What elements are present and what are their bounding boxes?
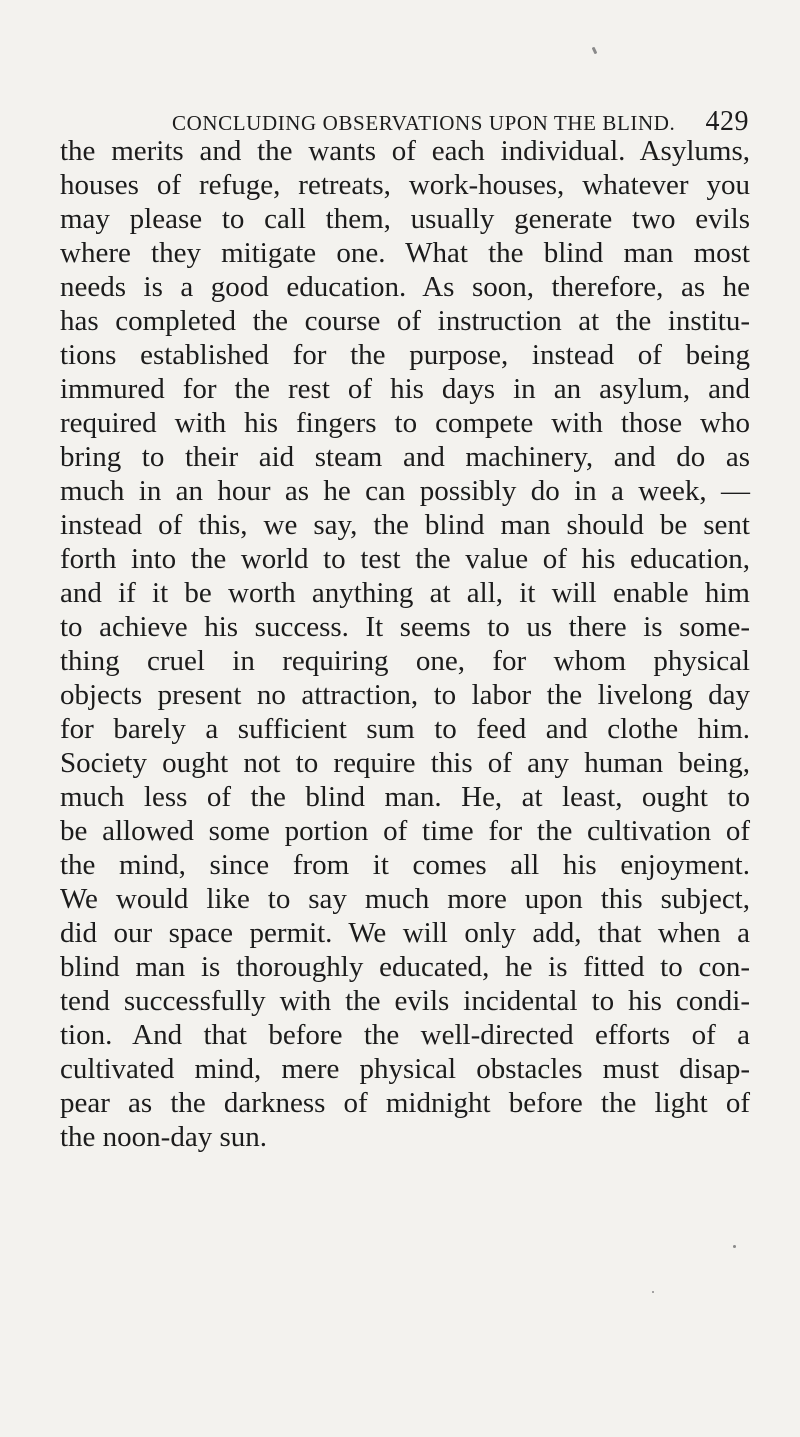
text-line: has completed the course of instruction at the institu-: [60, 305, 750, 337]
text-line: much in an hour as he can possibly do in a week, —: [60, 475, 750, 507]
text-line: to achieve his success. It seems to us there is some-: [60, 611, 750, 643]
text-line: We would like to say much more upon this subject,: [60, 883, 750, 915]
text-line: thing cruel in requiring one, for whom physical: [60, 645, 750, 677]
text-line: tend successfully with the evils incidental to his condi-: [60, 985, 750, 1017]
paper-speck: [733, 1245, 736, 1248]
text-line: instead of this, we say, the blind man should be sent: [60, 509, 750, 541]
text-line: did our space permit. We will only add, that when a: [60, 917, 750, 949]
paper-speck: [592, 47, 598, 55]
text-line: pear as the darkness of midnight before the light of: [60, 1087, 750, 1119]
running-head-title: CONCLUDING OBSERVATIONS UPON THE BLIND.: [172, 111, 676, 135]
text-line: the mind, since from it comes all his enjoyment.: [60, 849, 750, 881]
text-line: and if it be worth anything at all, it will enable him: [60, 577, 750, 609]
text-line: much less of the blind man. He, at least, ought to: [60, 781, 750, 813]
text-line: forth into the world to test the value of his education,: [60, 543, 750, 575]
text-line: required with his fingers to compete with those who: [60, 407, 750, 439]
paper-speck: [652, 1291, 654, 1293]
text-line: for barely a sufficient sum to feed and clothe him.: [60, 713, 750, 745]
text-line: the noon-day sun.: [60, 1121, 267, 1153]
text-line: be allowed some portion of time for the cultivation of: [60, 815, 750, 847]
text-line: immured for the rest of his days in an asylum, and: [60, 373, 750, 405]
text-line: bring to their aid steam and machinery, and do as: [60, 441, 750, 473]
text-line: needs is a good education. As soon, therefore, as he: [60, 271, 750, 303]
text-line: where they mitigate one. What the blind man most: [60, 237, 750, 269]
text-line: the merits and the wants of each individual. Asylums,: [60, 135, 750, 167]
page-number: 429: [705, 106, 749, 137]
text-line: may please to call them, usually generate two evils: [60, 203, 750, 235]
text-line: cultivated mind, mere physical obstacles must disap-: [60, 1053, 750, 1085]
text-line: blind man is thoroughly educated, he is fitted to con-: [60, 951, 750, 983]
body-text: [60, 134, 750, 1154]
text-line: tion. And that before the well-directed efforts of a: [60, 1019, 750, 1051]
text-line: objects present no attraction, to labor the livelong day: [60, 679, 750, 711]
text-line: Society ought not to require this of any human being,: [60, 747, 750, 779]
text-line: tions established for the purpose, instead of being: [60, 339, 750, 371]
text-line: houses of refuge, retreats, work-houses, whatever you: [60, 169, 750, 201]
